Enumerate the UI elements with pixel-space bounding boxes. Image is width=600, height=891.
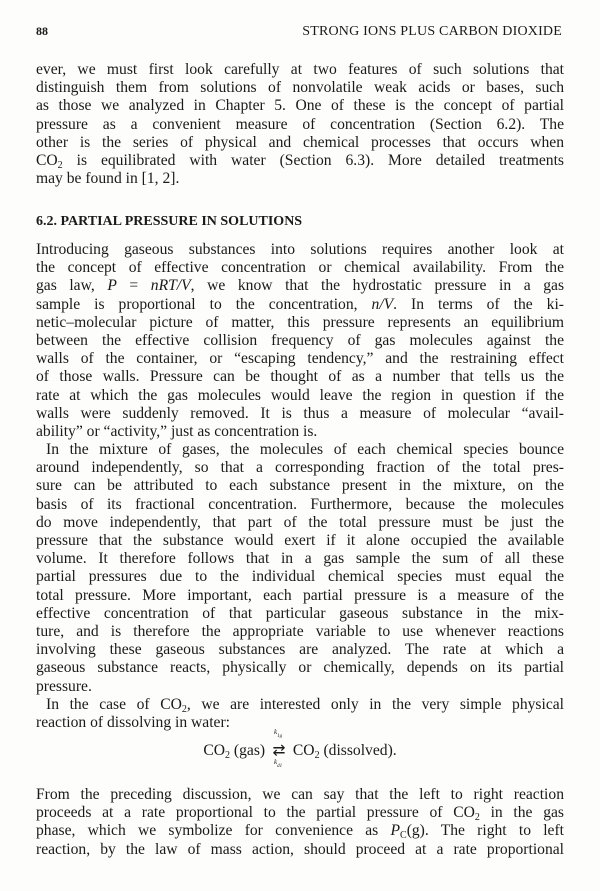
text-segment: reaction, by the law of mass action, should proceed at a rate proportional	[36, 840, 564, 858]
text-line	[36, 152, 564, 170]
text-line	[36, 623, 564, 641]
text-line	[36, 841, 564, 859]
text-segment: ture, and is therefore the appropriate variable to use whenever reactions	[36, 622, 564, 640]
text-line	[36, 350, 564, 368]
text-segment: C	[400, 830, 407, 842]
text-segment: P	[390, 822, 401, 840]
text-line	[36, 170, 564, 188]
text-segment: =	[116, 277, 151, 295]
text-line	[36, 79, 564, 97]
text-line	[36, 405, 564, 423]
text-segment: (g). The right to left	[406, 822, 564, 840]
text-line	[36, 477, 564, 495]
text-segment: netic–molecular picture of matter, this pressure represents an equilibrium	[36, 313, 564, 331]
text-line	[36, 387, 564, 405]
text-segment: . In terms of the ki-	[393, 295, 564, 313]
text-segment: n/V	[371, 295, 394, 313]
text-line	[36, 532, 564, 550]
text-segment: the concept of effective concentration or chemical availability. From the	[36, 259, 564, 277]
text-segment: 2	[474, 812, 480, 824]
text-segment: gas law,	[36, 277, 108, 295]
text-line	[36, 568, 564, 586]
paragraph-2	[36, 241, 564, 732]
text-segment: other is the series of physical and chemical processes that occurs when	[36, 133, 564, 151]
rate-constant-reverse: $k_{d1}$	[274, 758, 283, 769]
text-segment: around independently, so that a corresponding fraction of the total pres-	[36, 459, 564, 477]
text-segment: as those we analyzed in Chapter 5. One of these is the concept of partial	[36, 97, 564, 115]
text-line	[36, 314, 564, 332]
text-segment: proceeds at a rate proportional to the partial pressure of CO	[36, 804, 475, 822]
text-segment: reaction of dissolving in water:	[36, 713, 231, 731]
text-segment: CO	[36, 151, 58, 169]
text-segment: nRT/V	[150, 277, 191, 295]
paragraph-1	[36, 61, 564, 188]
text-line	[36, 496, 564, 514]
equilibrium-arrow-icon: $k_{1g}$ ⇄ $k_{d1}$	[272, 728, 286, 769]
eq-right: $CO_2$ (dissolved).	[289, 742, 397, 761]
running-header: STRONG IONS PLUS CARBON DIOXIDE	[302, 24, 562, 39]
text-segment: may be found in [1, 2].	[36, 170, 180, 188]
text-segment: pressure that the substance would exert if it alone occupied the available	[36, 532, 564, 549]
text-line	[36, 459, 564, 477]
text-segment: partial pressures due to the individual chemical species must equal the	[36, 568, 564, 586]
text-segment: between the effective collision frequency of gas molecules against the	[36, 331, 564, 349]
text-segment: in the gas	[479, 804, 564, 822]
chemical-equation	[0, 728, 600, 769]
text-segment: distinguish them from solutions of nonvolatile weak acids or bases, such	[36, 79, 564, 97]
text-line	[36, 259, 564, 277]
text-line	[36, 678, 564, 696]
text-segment: sample is proportional to the concentration,	[36, 295, 372, 313]
text-line	[36, 659, 564, 677]
text-line	[36, 134, 564, 152]
text-line	[36, 550, 564, 568]
text-line	[36, 605, 564, 623]
text-segment: gaseous substance reacts, physically or chemically, depends on its partial	[36, 659, 564, 677]
text-line	[36, 641, 564, 659]
text-segment: basis of its fractional concentration. Furthermore, because the molecules	[36, 495, 564, 513]
text-line	[36, 804, 564, 822]
text-segment: effective concentration of that particular gaseous substance in the mix-	[36, 604, 564, 622]
page-number: 88	[36, 24, 48, 38]
text-segment: do move independently, that part of the total pressure must be just the	[36, 513, 564, 531]
text-segment: pressure as a convenient measure of concentration (Section 6.2). The	[36, 115, 564, 133]
text-segment: In the mixture of gases, the molecules of each chemical species bounce	[46, 441, 564, 459]
text-line	[36, 696, 564, 714]
text-line	[36, 514, 564, 532]
text-line	[36, 116, 564, 134]
text-segment: ability” or “activity,” just as concentration is.	[36, 422, 318, 440]
text-line	[36, 587, 564, 605]
text-line	[36, 97, 564, 115]
text-segment: P	[107, 277, 117, 295]
text-line	[36, 786, 564, 804]
text-segment: walls were suddenly removed. It is thus a measure of molecular “avail-	[36, 404, 564, 422]
text-segment: pressure.	[36, 677, 92, 695]
text-segment: volume. It therefore follows that in a gas sample the sum of all these	[36, 550, 564, 568]
eq-left: $CO_2$ (gas)	[203, 742, 269, 761]
text-segment: sure can be attributed to each substance present in the mixture, on the	[36, 477, 564, 495]
text-line	[36, 277, 564, 295]
text-line	[36, 61, 564, 79]
text-segment: total pressure. More important, each partial pressure is a measure of the	[36, 586, 564, 604]
text-line	[36, 296, 564, 314]
text-segment: is equilibrated with water (Section 6.3). More detailed treatments	[62, 151, 564, 169]
text-line	[36, 822, 564, 840]
text-segment: ever, we must first look carefully at two features of such solutions that	[36, 61, 564, 78]
text-segment: 2	[57, 159, 63, 171]
text-segment: walls of the container, or “escaping tendency,” and the restraining effect	[36, 350, 564, 368]
text-segment: From the preceding discussion, we can say that the left to right reaction	[36, 786, 564, 803]
text-segment: phase, which we symbolize for convenience as	[36, 822, 391, 840]
text-line	[36, 441, 564, 459]
text-line	[36, 714, 564, 732]
rate-constant-forward: $k_{1g}$	[274, 728, 283, 739]
paragraph-3	[36, 786, 564, 859]
text-line	[36, 368, 564, 386]
text-line	[36, 423, 564, 441]
text-segment: , we know that the hydrostatic pressure in a gas	[190, 277, 565, 295]
text-segment: 2	[181, 703, 187, 715]
text-segment: In the case of CO	[46, 695, 182, 713]
text-line	[36, 241, 564, 259]
section-heading: 6.2. PARTIAL PRESSURE IN SOLUTIONS	[36, 214, 303, 229]
text-segment: of those walls. Pressure can be thought of as a number that tells us the	[36, 368, 564, 386]
text-segment: involving these gaseous substances are analyzed. The rate at which a	[36, 641, 564, 659]
text-line	[36, 332, 564, 350]
text-segment: , we are interested only in the very simple physical	[186, 695, 564, 713]
text-segment: Introducing gaseous substances into solutions requires another look at	[36, 241, 564, 258]
text-segment: rate at which the gas molecules would leave the region in question if the	[36, 386, 564, 404]
